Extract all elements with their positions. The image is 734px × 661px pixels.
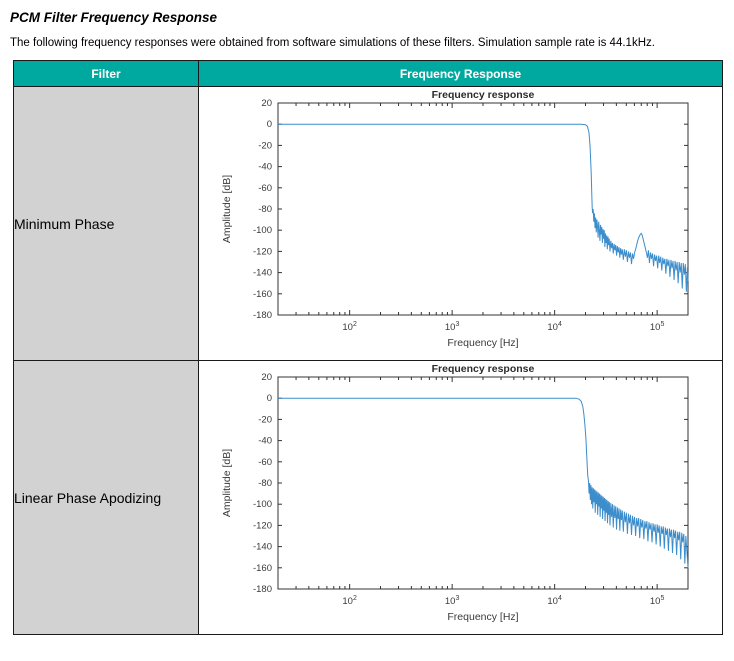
svg-text:-160: -160 bbox=[252, 288, 272, 300]
svg-text:-20: -20 bbox=[257, 140, 272, 152]
filter-name-linear-phase-apodizing: Linear Phase Apodizing bbox=[14, 361, 199, 635]
x-axis-label: Frequency [Hz] bbox=[446, 611, 519, 623]
svg-text:-40: -40 bbox=[257, 161, 272, 173]
page-title: PCM Filter Frequency Response bbox=[10, 10, 218, 25]
table-row bbox=[14, 361, 723, 635]
svg-text:102: $10^2$ bbox=[341, 595, 357, 607]
frequency-response-line bbox=[278, 398, 688, 568]
svg-text:105: $10^5$ bbox=[649, 321, 664, 333]
svg-text:-60: -60 bbox=[257, 456, 272, 468]
svg-text:-40: -40 bbox=[257, 435, 272, 447]
chart-title: Frequency response bbox=[431, 363, 534, 375]
chart-title: Frequency response bbox=[431, 89, 534, 101]
svg-text:-180: -180 bbox=[252, 584, 272, 595]
svg-text:-140: -140 bbox=[252, 541, 272, 553]
svg-text:-80: -80 bbox=[257, 204, 272, 215]
svg-text:-140: -140 bbox=[252, 267, 272, 279]
intro-text: The following frequency responses were obtained from software simulations of these filters. Simulation sample rate is 44.1kHz. bbox=[10, 37, 655, 49]
svg-text:-20: -20 bbox=[257, 414, 272, 426]
frequency-response-chart-linear-phase-apodizing bbox=[216, 361, 706, 629]
svg-text:105: $10^5$ bbox=[649, 595, 664, 607]
svg-text:-100: -100 bbox=[252, 499, 272, 511]
column-header-frequency-response: Frequency Response bbox=[199, 61, 723, 87]
svg-text:-80: -80 bbox=[257, 478, 272, 489]
plot-axes bbox=[252, 372, 687, 607]
svg-text:-120: -120 bbox=[252, 246, 272, 258]
svg-text:102: $10^2$ bbox=[341, 321, 357, 333]
filter-response-table bbox=[13, 60, 723, 635]
chart-cell-linear-phase-apodizing bbox=[199, 361, 723, 635]
svg-text:-100: -100 bbox=[252, 225, 272, 237]
column-header-filter: Filter bbox=[14, 61, 199, 87]
svg-text:104: $10^4$ bbox=[546, 321, 562, 333]
svg-text:-60: -60 bbox=[257, 182, 272, 194]
svg-text:20: 20 bbox=[260, 372, 272, 383]
svg-text:-160: -160 bbox=[252, 562, 272, 574]
svg-text:0: 0 bbox=[266, 119, 272, 131]
svg-text:103: $10^3$ bbox=[444, 321, 459, 333]
svg-text:104: $10^4$ bbox=[546, 595, 562, 607]
svg-text:0: 0 bbox=[266, 393, 272, 405]
frequency-response-line bbox=[278, 124, 688, 291]
frequency-response-chart-minimum-phase bbox=[216, 87, 706, 355]
plot-axes bbox=[252, 98, 687, 333]
svg-text:20: 20 bbox=[260, 98, 272, 109]
svg-text:-180: -180 bbox=[252, 310, 272, 321]
y-axis-label: Amplitude [dB] bbox=[220, 448, 233, 518]
x-axis-label: Frequency [Hz] bbox=[446, 337, 519, 349]
y-axis-label: Amplitude [dB] bbox=[220, 174, 233, 244]
chart-cell-minimum-phase bbox=[199, 87, 723, 361]
svg-text:-120: -120 bbox=[252, 520, 272, 532]
filter-name-minimum-phase: Minimum Phase bbox=[14, 87, 199, 361]
table-row bbox=[14, 87, 723, 361]
table-header-row bbox=[14, 61, 723, 87]
svg-text:103: $10^3$ bbox=[444, 595, 459, 607]
